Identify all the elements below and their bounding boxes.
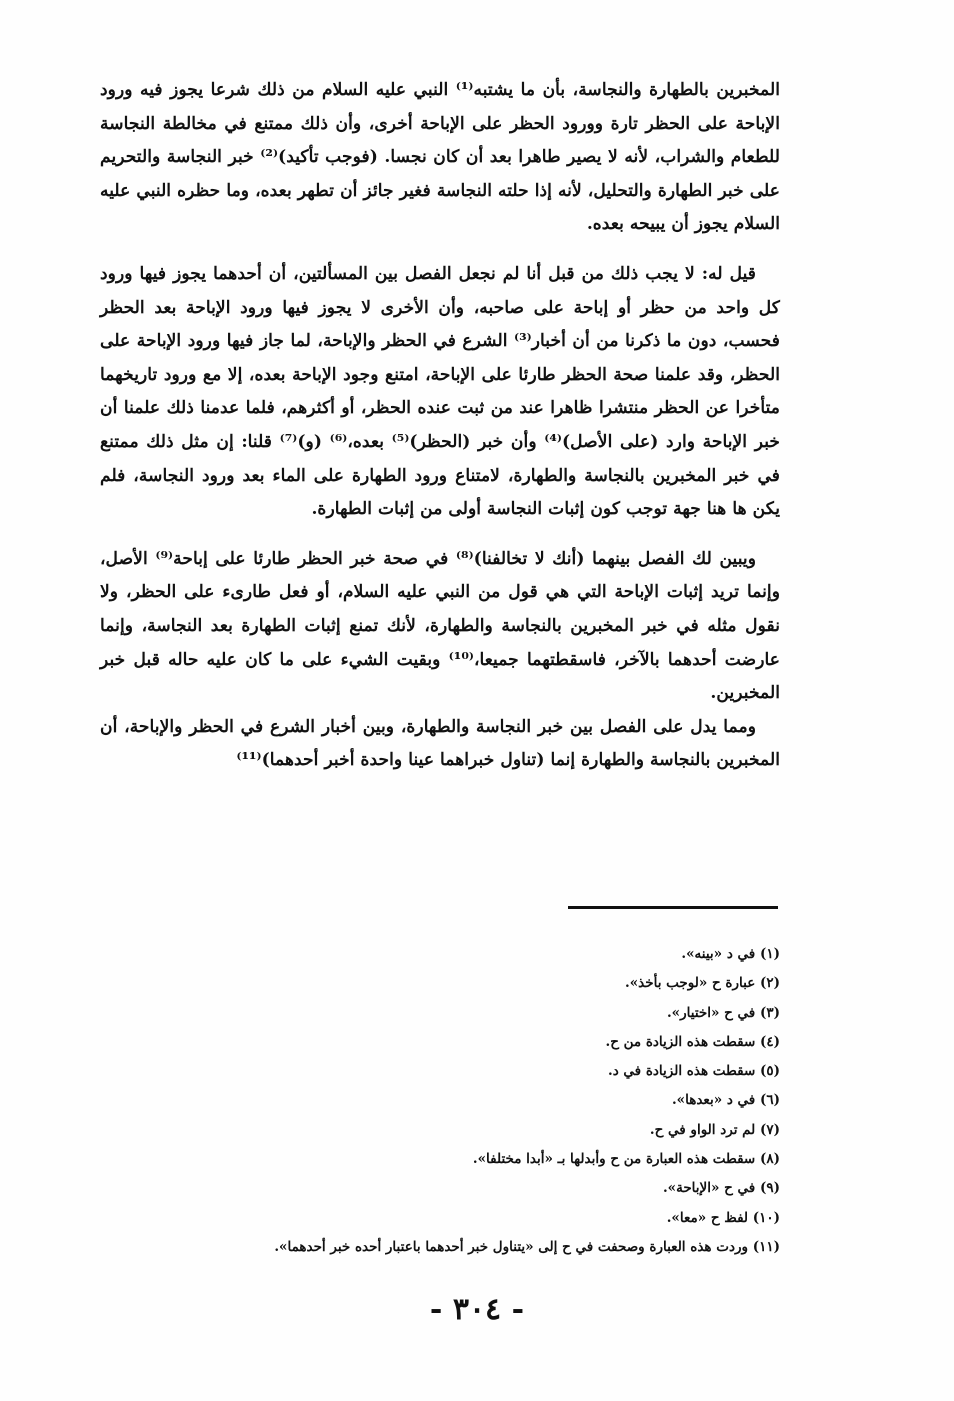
footnote-1: (١) في د «بينه».	[681, 946, 780, 962]
paragraph-1: المخبرين بالطهارة والنجاسة، بأن ما يشتبه⁽¹⁾ النبي عليه السلام من ذلك شرعا يجوز فيه ورود الإباحة على الحظر تارة وورود الحظر على الإباحة أخرى، وأن ذلك ممتنع في مخالطة النجاسة للطعام والشراب، لأنه لا يصير طاهرا بعد أن كان نجسا. (فوجب تأكيد)⁽²⁾ خبر النجاسة والتحريم على خبر الطهارة والتحليل، لأنه إذا حلته النجاسة فغير جائز أن تطهر بعده، وما حظره النبي عليه السلام يجوز أن يبيحه بعده.	[100, 80, 780, 235]
main-text	[100, 74, 780, 778]
footnote-8: (٨) سقطت هذه العبارة من ح وأبدلها بـ «أبدا مختلفا».	[472, 1151, 780, 1168]
paragraph-4: ومما يدل على الفصل بين خبر النجاسة والطهارة، وبين أخبار الشرع في الحظر والإباحة، أن المخبرين بالنجاسة والطهارة إنما (تناول خبراهما عينا واحدة أخبر أحدهما)⁽¹¹⁾	[100, 716, 780, 771]
paragraph-2: قيل له: لا يجب ذلك من قبل أنا لم نجعل الفصل بين المسألتين، أن أحدهما يجوز فيها ورود كل واحد من حظر أو إباحة على صاحبه، وأن الأخرى لا يجوز فيها ورود الإباحة بعد الحظر فحسب، دون ما ذكرنا من أن أخبار⁽³⁾ الشرع في الحظر والإباحة، لما جاز فيها ورود الإباحة على الحظر، وقد علمنا صحة الحظر طارئا على الإباحة، امتنع وجود الإباحة بعده، إلا مع ورود تاريخهما متأخرا عن الحظر منتشرا ظاهرا عند من ثبت عنده الحظر، أو أكثرهم، فلما عدمنا ذلك علمنا أن خبر الإباحة وارد (على الأصل)⁽⁴⁾ وأن خبر (الحظر)⁽⁵⁾ بعده،⁽⁶⁾ (و)⁽⁷⁾ قلنا: إن مثل ذلك ممتنع في خبر المخبرين بالنجاسة والطهارة، لامتناع ورود الطهارة على الماء بعد ورود النجاسة، فلم يكن ها هنا جهة توجب كون إثبات النجاسة أولى من إثبات الطهارة.	[100, 263, 781, 520]
footnotes	[200, 940, 780, 1262]
footnote-2: (٢) عبارة ح «لوجب بأخذ».	[625, 975, 780, 992]
footnote-4: (٤) سقطت هذه الزيادة من ح.	[605, 1033, 780, 1050]
paragraph-3: ويبين لك الفصل بينهما (أنك لا تخالفنا)⁽⁸⁾ في صحة خبر الحظر طارئا على إباحة⁽⁹⁾ الأصل، وإنما تريد إثبات الإباحة التي هي قول من النبي عليه السلام، أو فعل طارىء على الحظر، ولا نقول مثله في خبر المخبرين بالنجاسة والطهارة، لأنك تمنع إثبات الطهارة بعد النجاسة، وإنما عارضت أحدهما بالآخر، فاسقطتهما جميعا،⁽¹⁰⁾ وبقيت الشيء على ما كان عليه حاله قبل خبر المخبرين.	[100, 548, 780, 704]
page-number: - ٣٠٤ -	[429, 1292, 525, 1327]
footnote-10: (١٠) لفظ ح «معا».	[666, 1209, 780, 1226]
footnote-separator	[568, 906, 778, 909]
footnote-3: (٣) في ح «اختيار».	[666, 1004, 780, 1021]
footnote-11: (١١) وردت هذه العبارة وصحفت في ح إلى «يتناول خبر أحدهما باعتبار أحده خبر أحدهما».	[274, 1238, 780, 1255]
footnote-5: (٥) سقطت هذه الزيادة في د.	[608, 1063, 780, 1080]
footnote-9: (٩) في ح «الإباحة».	[662, 1180, 780, 1197]
footnote-7: (٧) لم ترد الواو في ح.	[649, 1121, 780, 1138]
footnote-6: (٦) في د «بعدها».	[671, 1092, 780, 1109]
